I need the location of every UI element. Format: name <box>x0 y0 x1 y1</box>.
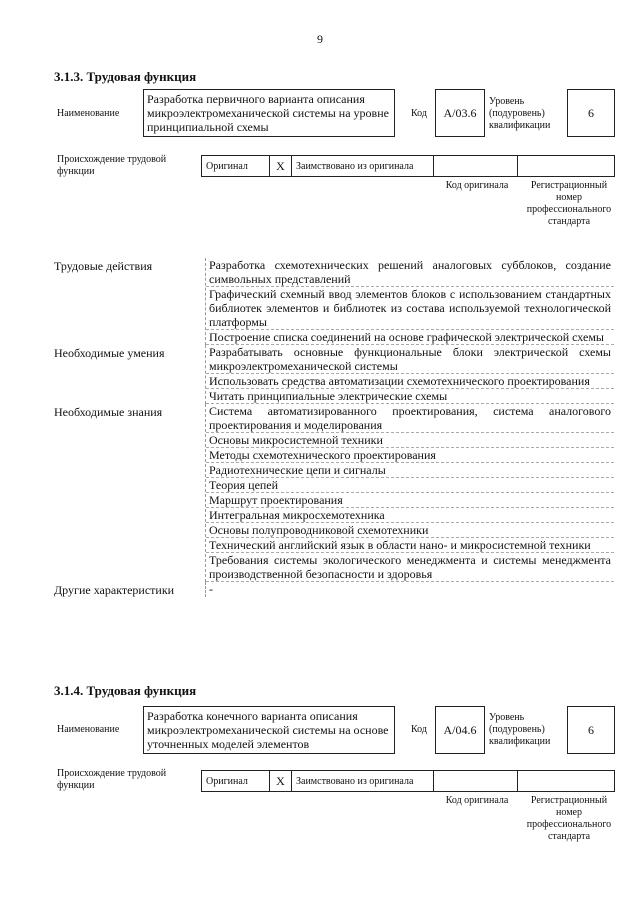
labor-actions-group <box>54 258 614 345</box>
level-label: Уровень (подуровень) квалификации <box>489 712 551 747</box>
original-mark: X <box>270 771 292 791</box>
group-label: Другие характеристики <box>54 583 175 597</box>
function-details-table <box>54 258 614 597</box>
list-item: Радиотехнические цепи и сигналы <box>206 463 614 478</box>
list-item: - <box>209 582 213 596</box>
list-item: Разработка схемотехнических решений аналоговых субблоков, создание символьных представлений <box>206 258 614 287</box>
list-item: Использовать средства автоматизации схемотехнического проектирования <box>206 374 614 389</box>
reg-number-label: Регистрационный номер профессионального стандарта <box>526 795 612 842</box>
list-item: Основы полупроводниковой схемотехники <box>206 523 614 538</box>
origin-label: Происхождение трудовой функции <box>57 154 167 177</box>
group-label: Необходимые знания <box>54 405 163 419</box>
group-items <box>205 345 614 404</box>
code-original-cell <box>434 771 518 791</box>
required-knowledge-group <box>54 404 614 582</box>
code-value-box: A/04.6 <box>435 706 485 754</box>
group-items <box>205 258 614 345</box>
reg-number-label: Регистрационный номер профессионального стандарта <box>526 180 612 227</box>
level-value-box: 6 <box>567 89 615 137</box>
code-original-label: Код оригинала <box>445 795 509 806</box>
list-item: Маршрут проектирования <box>206 493 614 508</box>
list-item: Технический английский язык в области нано- и микросистемной техники <box>206 538 614 553</box>
group-label: Необходимые умения <box>54 346 165 360</box>
list-item: Графический схемный ввод элементов блоков с использованием стандартных библиотек элементов и библиотек из состава используемой технологической платформы <box>206 287 614 330</box>
code-label: Код <box>411 108 427 119</box>
list-item: Разрабатывать основные функциональные блоки электрической схемы микроэлектромеханической системы <box>206 345 614 374</box>
other-characteristics-group <box>54 582 614 597</box>
list-item: Интегральная микросхемотехника <box>206 508 614 523</box>
reg-number-cell <box>518 156 614 176</box>
origin-row <box>201 155 615 177</box>
code-value-box: A/03.6 <box>435 89 485 137</box>
reg-number-cell <box>518 771 614 791</box>
list-item: Читать принципиальные электрические схемы <box>206 389 614 404</box>
list-item: Система автоматизированного проектирования, система аналогового проектирования и моделирования <box>206 404 614 433</box>
code-original-cell <box>434 156 518 176</box>
name-label: Наименование <box>57 724 120 735</box>
list-item: Построение списка соединений на основе графической электрической схемы <box>206 330 614 345</box>
origin-label: Происхождение трудовой функции <box>57 768 167 791</box>
section-title: 3.1.4. Трудовая функция <box>54 683 197 698</box>
list-item: Основы микросистемной техники <box>206 433 614 448</box>
name-label: Наименование <box>57 108 120 119</box>
required-skills-group <box>54 345 614 404</box>
function-name-box: Разработка первичного варианта описания микроэлектромеханической системы на уровне принципиальной схемы <box>143 89 395 137</box>
origin-row <box>201 770 615 792</box>
section-title: 3.1.3. Трудовая функция <box>54 69 197 84</box>
page-number: 9 <box>317 32 323 46</box>
code-original-label: Код оригинала <box>445 180 509 191</box>
level-label: Уровень (подуровень) квалификации <box>489 96 551 131</box>
group-items <box>205 404 614 582</box>
code-label: Код <box>411 724 427 735</box>
list-item: Теория цепей <box>206 478 614 493</box>
original-label: Оригинал <box>202 156 270 176</box>
borrowed-label: Заимствовано из оригинала <box>292 156 434 176</box>
borrowed-label: Заимствовано из оригинала <box>292 771 434 791</box>
original-label: Оригинал <box>202 771 270 791</box>
original-mark: X <box>270 156 292 176</box>
group-items <box>205 582 614 597</box>
list-item: Требования системы экологического менеджмента и системы менеджмента производственной безопасности и здоровья <box>206 553 614 582</box>
list-item: Методы схемотехнического проектирования <box>206 448 614 463</box>
level-value-box: 6 <box>567 706 615 754</box>
function-name-box: Разработка конечного варианта описания микроэлектромеханической системы на основе уточненных моделей элементов <box>143 706 395 754</box>
group-label: Трудовые действия <box>54 259 153 273</box>
